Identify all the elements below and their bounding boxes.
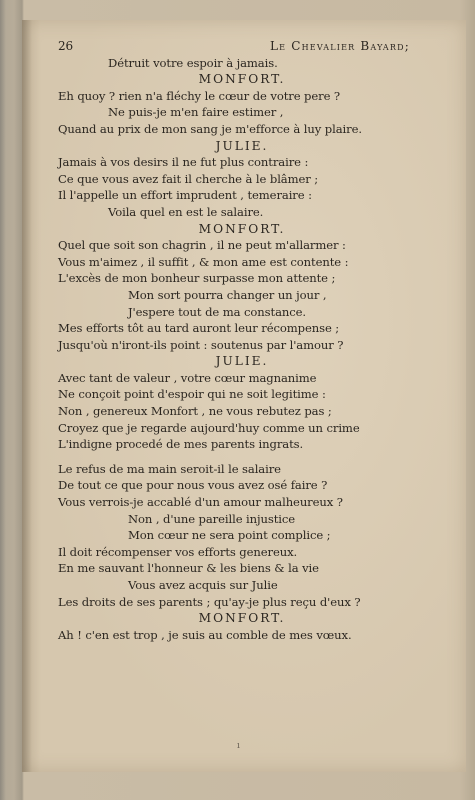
verse-line: Avec tant de valeur , votre cœur magnanime bbox=[58, 370, 317, 385]
verse-line: Vous verrois-je accablé d'un amour malheureux ? bbox=[58, 495, 343, 510]
speaker-name: MONFORT. bbox=[198, 611, 286, 626]
verse-line: Vous avez acquis sur Julie bbox=[128, 578, 278, 592]
verse-line: Ne conçoit point d'espoir qui ne soit legitime : bbox=[58, 387, 326, 402]
page-number: 26 bbox=[58, 39, 74, 53]
verse-line: Quand au prix de mon sang je m'efforce à luy plaire. bbox=[58, 121, 362, 136]
verse-line: Voila quel en est le salaire. bbox=[108, 204, 264, 219]
verse-line: Mon sort pourra changer un jour , bbox=[128, 287, 327, 302]
verse-line: Quel que soit son chagrin , il ne peut m'allarmer : bbox=[58, 238, 346, 253]
verse-line: Non , d'une pareille injustice bbox=[128, 511, 296, 526]
stanza-gap bbox=[58, 453, 448, 461]
verse-line: Les droits de ses parents ; qu'ay-je plus reçu d'eux ? bbox=[58, 594, 361, 609]
speaker-name: MONFORT. bbox=[198, 72, 286, 87]
verse-line: Vous m'aimez , il suffit , & mon ame est contente : bbox=[58, 254, 349, 269]
verse-line: Jamais à vos desirs il ne fut plus contraire : bbox=[58, 155, 309, 170]
speaker-name: MONFORT. bbox=[198, 221, 286, 236]
verse-line: Détruit votre espoir à jamais. bbox=[108, 55, 278, 70]
running-title: Le Chevalier Bayard; bbox=[270, 39, 410, 53]
verse-line: Ne puis-je m'en faire estimer , bbox=[108, 105, 284, 120]
verse-line: Mon cœur ne sera point complice ; bbox=[128, 528, 331, 543]
verse-line: Ce que vous avez fait il cherche à le blâmer ; bbox=[58, 171, 319, 186]
running-header bbox=[58, 38, 448, 55]
verse-line: En me sauvant l'honneur & les biens & la vie bbox=[58, 561, 319, 576]
verse-line: Il l'appelle un effort imprudent , temeraire : bbox=[58, 188, 312, 203]
signature-mark: ı bbox=[237, 741, 240, 751]
speaker-name: JULIE. bbox=[215, 138, 269, 153]
verse-line: Eh quoy ? rien n'a fléchy le cœur de votre pere ? bbox=[58, 88, 341, 103]
verse-line: De tout ce que pour nous vous avez osé faire ? bbox=[58, 478, 328, 493]
verse-lines bbox=[58, 55, 448, 644]
verse-line: J'espere tout de ma constance. bbox=[128, 304, 306, 319]
speaker-name: JULIE. bbox=[215, 354, 269, 369]
verse-line: L'excès de mon bonheur surpasse mon attente ; bbox=[58, 271, 336, 286]
verse-line: Non , genereux Monfort , ne vous rebutez pas ; bbox=[58, 404, 332, 419]
verse-line: Croyez que je regarde aujourd'huy comme un crime bbox=[58, 420, 360, 435]
page-text bbox=[58, 38, 448, 643]
gutter-shadow bbox=[22, 20, 32, 772]
verse-line: Ah ! c'en est trop , je suis au comble de mes vœux. bbox=[58, 627, 352, 642]
verse-line: Mes efforts tôt au tard auront leur récompense ; bbox=[58, 321, 340, 336]
verse-line: Jusqu'où n'iront-ils point : soutenus par l'amour ? bbox=[58, 337, 344, 352]
verse-line: L'indigne procedé de mes parents ingrats. bbox=[58, 437, 304, 452]
verse-line: Il doit récompenser vos efforts genereux. bbox=[58, 544, 298, 559]
verse-line: Le refus de ma main seroit-il le salaire bbox=[58, 461, 281, 476]
